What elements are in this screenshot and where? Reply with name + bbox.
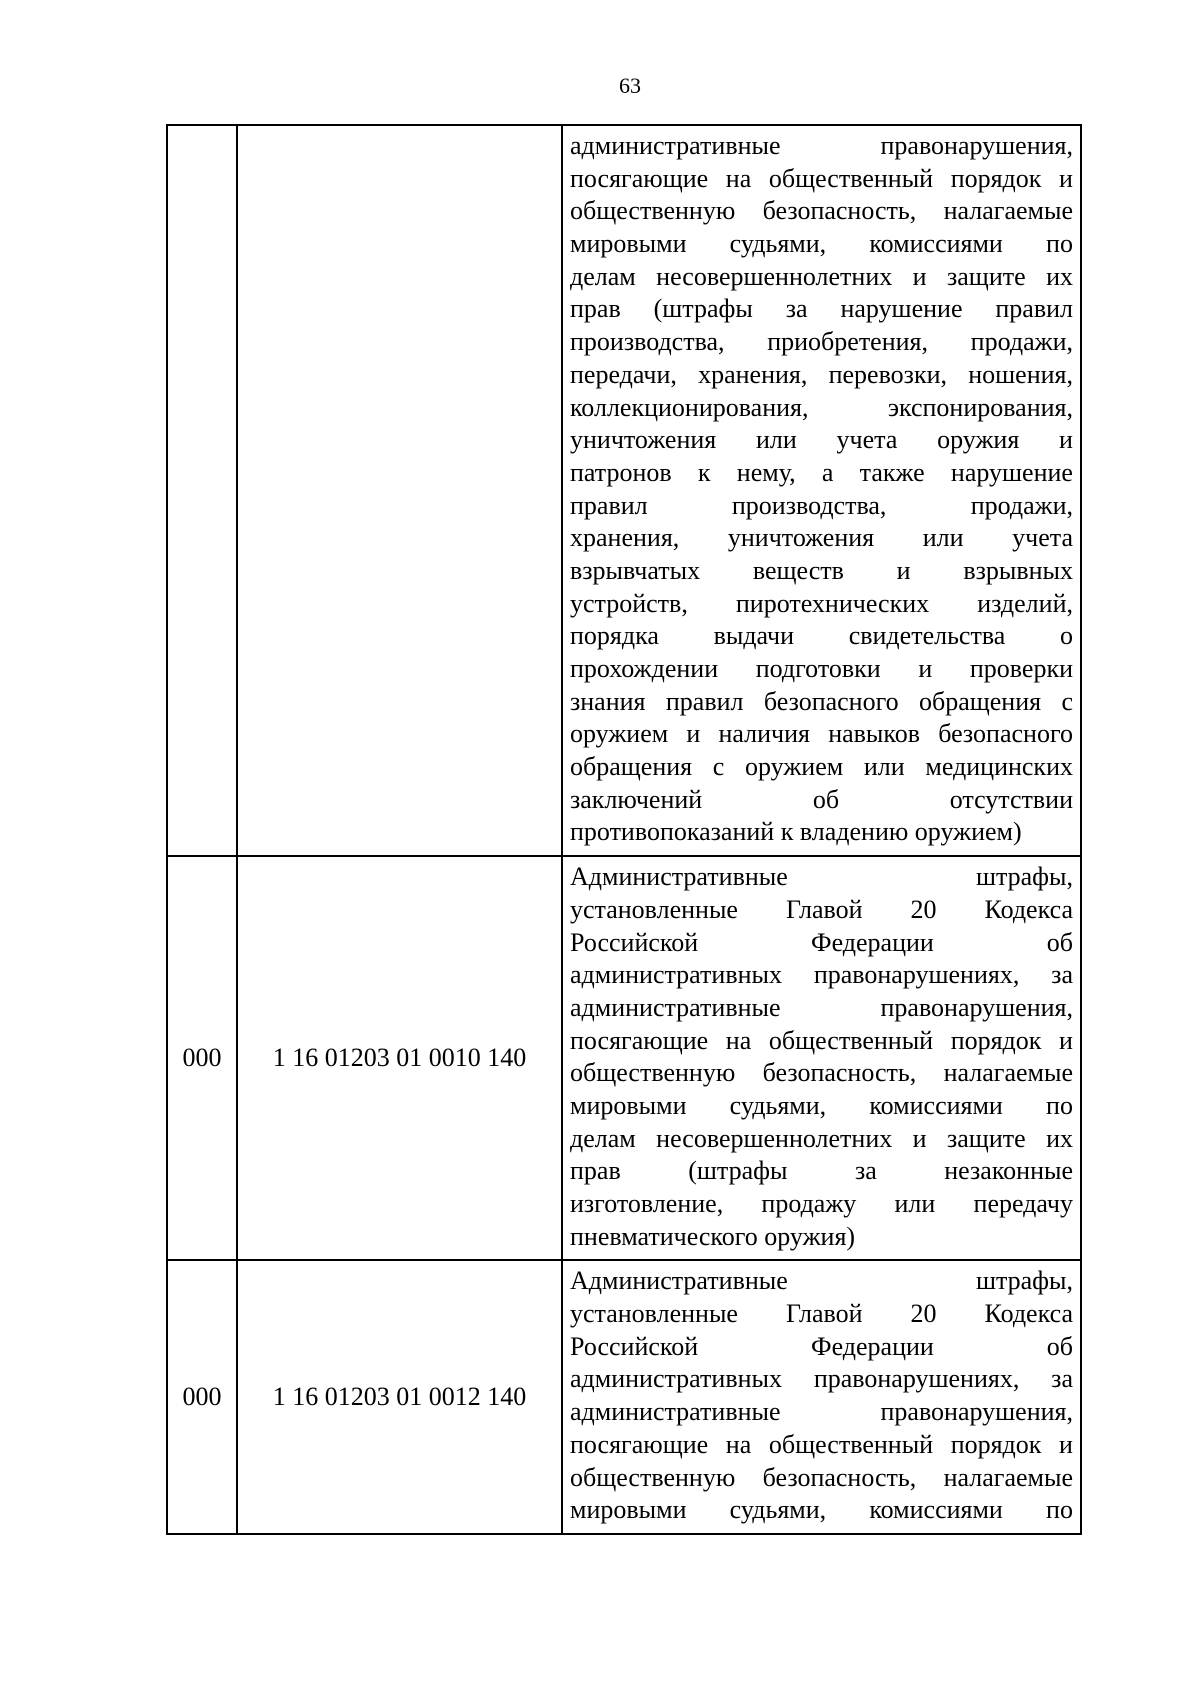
description-line: уничтожения или учета оружия и: [570, 425, 1073, 455]
description-line: обращения с оружием или медицинских: [570, 752, 1073, 782]
description-line: прохождении подготовки и проверки: [570, 654, 1073, 683]
description-line: общественную безопасность, налагаемые: [570, 1462, 1073, 1492]
description-line: посягающие на общественный порядок и: [570, 163, 1073, 193]
description-line: Российской Федерации об: [570, 927, 1073, 957]
description-line: административные правонарушения,: [570, 131, 1073, 160]
description-line: производства, приобретения, продажи,: [570, 327, 1073, 357]
budget-classification-code-cell: 1 16 01203 01 0010 140: [237, 856, 562, 1260]
description-line: противопоказаний к владению оружием): [570, 817, 1022, 847]
description-cell: [562, 125, 1081, 856]
description-line: установленные Главой 20 Кодекса: [570, 894, 1073, 924]
description-line: делам несовершеннолетних и защите их: [570, 261, 1073, 291]
description-line: патронов к нему, а также нарушение: [570, 457, 1073, 487]
description-line: мировыми судьями, комиссиями по: [570, 229, 1073, 259]
admin-code-cell: 000: [167, 856, 237, 1260]
description-line: мировыми судьями, комиссиями по: [570, 1090, 1073, 1120]
description-line: посягающие на общественный порядок и: [570, 1429, 1073, 1459]
description-line: устройств, пиротехнических изделий,: [570, 588, 1073, 618]
table-body: [167, 125, 1081, 1534]
description-line: Российской Федерации об: [570, 1331, 1073, 1361]
description-line: изготовление, продажу или передачу: [570, 1189, 1073, 1218]
description-line: административных правонарушениях, за: [570, 1364, 1073, 1394]
admin-code-cell: [167, 125, 237, 856]
description-line: общественную безопасность, налагаемые: [570, 196, 1073, 226]
description-line: прав (штрафы за незаконные: [570, 1156, 1073, 1186]
description-line: административных правонарушениях, за: [570, 960, 1073, 990]
table-row: [167, 856, 1081, 1260]
description-line: прав (штрафы за нарушение правил: [570, 294, 1073, 324]
description-line: пневматического оружия): [570, 1221, 856, 1251]
description-line: административные правонарушения,: [570, 1397, 1073, 1427]
description-line: общественную безопасность, налагаемые: [570, 1058, 1073, 1088]
description-line: делам несовершеннолетних и защите их: [570, 1123, 1073, 1153]
description-cell: [562, 856, 1081, 1260]
description-cell: [562, 1260, 1081, 1534]
budget-classification-code-cell: [237, 125, 562, 856]
description-line: правил производства, продажи,: [570, 490, 1073, 520]
budget-classification-code-cell: 1 16 01203 01 0012 140: [237, 1260, 562, 1534]
page-number: 63: [619, 73, 641, 98]
description-line: Административные штрафы,: [570, 862, 1073, 892]
admin-code-cell: 000: [167, 1260, 237, 1534]
description-line: знания правил безопасного обращения с: [570, 686, 1073, 716]
description-line: установленные Главой 20 Кодекса: [570, 1299, 1073, 1329]
description-line: оружием и наличия навыков безопасного: [570, 719, 1073, 749]
description-line: посягающие на общественный порядок и: [570, 1025, 1073, 1055]
table-row: [167, 125, 1081, 856]
description-line: мировыми судьями, комиссиями по: [570, 1495, 1073, 1525]
table-row: [167, 1260, 1081, 1534]
description-line: хранения, уничтожения или учета: [570, 523, 1073, 553]
description-line: Административные штрафы,: [570, 1266, 1073, 1296]
description-line: передачи, хранения, перевозки, ношения,: [570, 359, 1073, 389]
budget-codes-table: [166, 124, 1082, 1535]
description-line: коллекционирования, экспонирования,: [570, 392, 1073, 422]
description-line: административные правонарушения,: [570, 992, 1073, 1022]
description-line: заключений об отсутствии: [570, 784, 1073, 814]
description-line: порядка выдачи свидетельства о: [570, 621, 1073, 651]
description-line: взрывчатых веществ и взрывных: [570, 555, 1073, 585]
